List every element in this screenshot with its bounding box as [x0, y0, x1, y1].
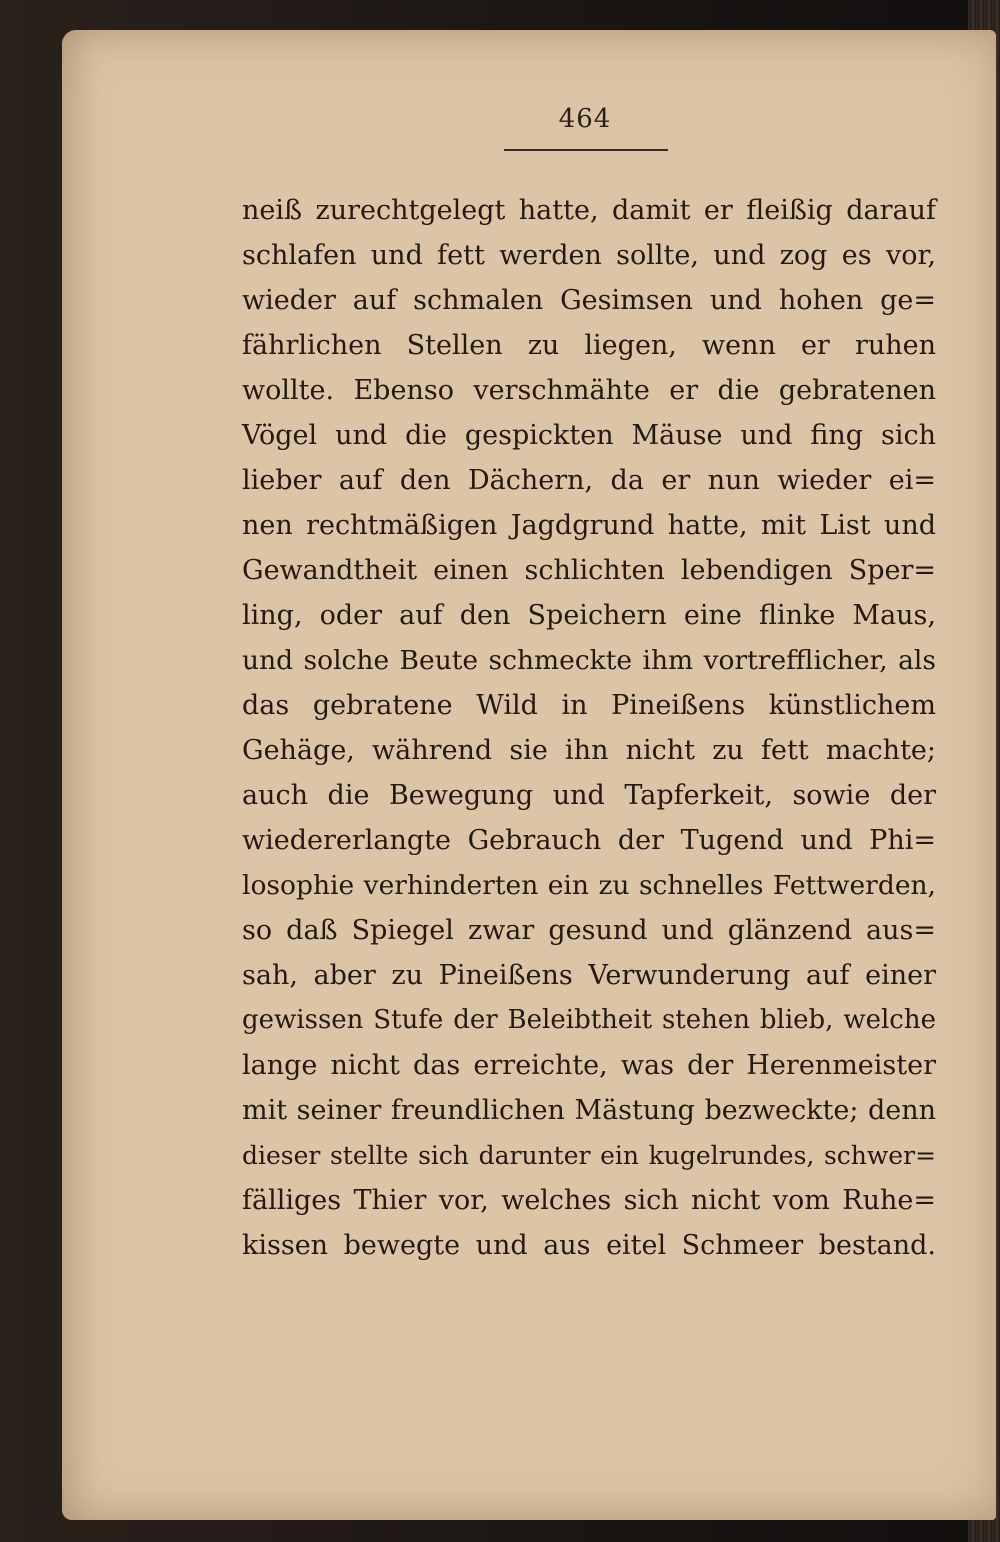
page-number: 464 — [558, 104, 612, 134]
text-line: neiß zurechtgelegt hatte, damit er fleißig darauf — [242, 195, 936, 226]
text-line: und solche Beute schmeckte ihm vortrefflicher, als — [242, 645, 936, 676]
text-line: so daß Spiegel zwar gesund und glänzend aus= — [242, 915, 936, 946]
text-line: fährlichen Stellen zu liegen, wenn er ruhen — [242, 330, 936, 361]
header-rule — [504, 149, 668, 151]
text-line: fälliges Thier vor, welches sich nicht vom Ruhe= — [242, 1185, 936, 1216]
text-line: Gehäge, während sie ihn nicht zu fett machte; — [242, 735, 936, 766]
text-line: nen rechtmäßigen Jagdgrund hatte, mit List und — [242, 510, 936, 541]
text-line: Gewandtheit einen schlichten lebendigen Sper= — [242, 555, 936, 586]
body-text — [242, 188, 936, 1268]
text-line: das gebratene Wild in Pineißens künstlichem — [242, 690, 936, 721]
text-line: sah, aber zu Pineißens Verwunderung auf einer — [242, 960, 936, 991]
text-line: wiedererlangte Gebrauch der Tugend und Phi= — [242, 825, 936, 856]
text-line: losophie verhinderten ein zu schnelles Fettwerden, — [242, 870, 936, 901]
text-line: lieber auf den Dächern, da er nun wieder ei= — [242, 465, 936, 496]
text-line: dieser stellte sich darunter ein kugelrundes, schwer= — [242, 1141, 936, 1170]
text-line: lange nicht das erreichte, was der Herenmeister — [242, 1050, 936, 1081]
text-line: mit seiner freundlichen Mästung bezweckte; denn — [242, 1095, 936, 1126]
text-line: auch die Bewegung und Tapferkeit, sowie der — [242, 780, 936, 811]
text-line: wollte. Ebenso verschmähte er die gebratenen — [242, 375, 936, 406]
text-line: wieder auf schmalen Gesimsen und hohen ge= — [242, 285, 936, 316]
text-line: gewissen Stufe der Beleibtheit stehen blieb, welche — [242, 1005, 936, 1035]
text-line: schlafen und fett werden sollte, und zog es vor, — [242, 240, 936, 271]
text-line: ling, oder auf den Speichern eine flinke Maus, — [242, 600, 936, 631]
text-line: Vögel und die gespickten Mäuse und fing sich — [242, 420, 936, 451]
text-line: kissen bewegte und aus eitel Schmeer bestand. — [242, 1230, 936, 1261]
